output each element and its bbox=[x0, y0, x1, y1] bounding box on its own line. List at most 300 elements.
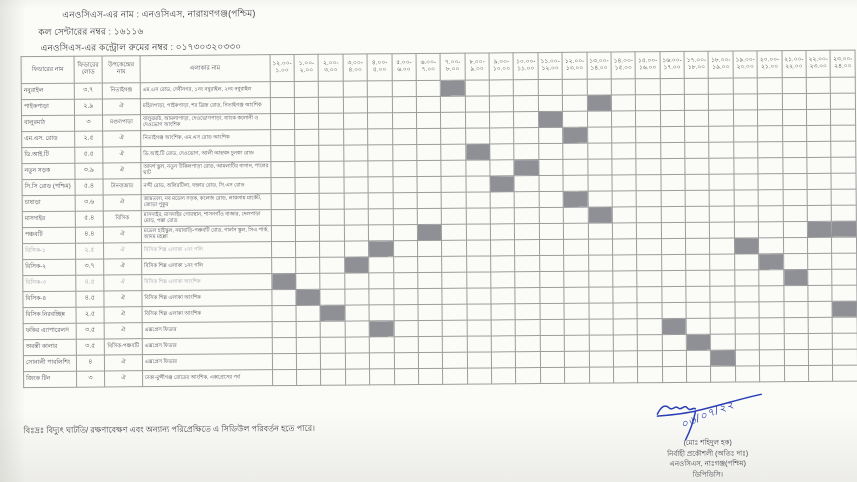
shed-hour-cell bbox=[563, 127, 587, 143]
area-names-cell: মহিলপাড়া, পাইকপাড়া, শর ব্রিজ রোড, নিতাইগঞ্জ আংশিক bbox=[140, 98, 270, 115]
slot-cell bbox=[588, 287, 612, 303]
shed-hour-cell bbox=[344, 257, 368, 273]
feeder-name-cell: বিসিক নিরবচ্ছিন্ন bbox=[23, 307, 76, 323]
slot-cell bbox=[319, 129, 343, 145]
slot-cell bbox=[710, 206, 734, 222]
slot-cell bbox=[393, 289, 417, 305]
slot-cell bbox=[660, 126, 684, 142]
slot-cell bbox=[319, 145, 343, 161]
slot-cell bbox=[344, 161, 368, 177]
slot-cell bbox=[807, 125, 831, 141]
time-slot-header: ৪.০০- ৫.০০ bbox=[367, 54, 392, 81]
slot-cell bbox=[759, 238, 783, 254]
feeder-name-cell: জিংক টিন bbox=[24, 371, 77, 387]
slot-cell bbox=[758, 190, 782, 206]
slot-cell bbox=[759, 302, 783, 318]
slot-cell bbox=[637, 223, 661, 239]
slot-cell bbox=[418, 256, 442, 272]
slot-cell bbox=[565, 351, 589, 367]
slot-cell bbox=[758, 110, 782, 126]
column-header: ফিডারের লোড bbox=[74, 56, 102, 83]
time-slot-header: ২.০০- ৩.০০ bbox=[319, 54, 344, 81]
slot-cell bbox=[491, 352, 515, 368]
slot-cell bbox=[515, 256, 539, 272]
slot-cell bbox=[295, 129, 319, 145]
time-slot-header: ৫.০০- ৬.০০ bbox=[392, 54, 417, 81]
slot-cell bbox=[416, 80, 440, 96]
slot-cell bbox=[319, 177, 343, 193]
slot-cell bbox=[540, 335, 564, 351]
slot-cell bbox=[661, 206, 685, 222]
feeder-load-cell: ৪.৫ bbox=[76, 275, 104, 291]
slot-cell bbox=[735, 366, 759, 382]
slot-cell bbox=[831, 125, 856, 141]
column-header: ফিডারের নাম bbox=[21, 56, 74, 83]
slot-cell bbox=[491, 336, 515, 352]
slot-cell bbox=[806, 77, 830, 93]
feeder-load-cell: ৪.৪ bbox=[75, 227, 103, 243]
slot-cell bbox=[686, 286, 710, 302]
area-names-cell: মাসদাইর, মাসদাইর গোরস্থান, শাসনগাঁও বাজার, দেলপাড়া মোড়, পক্কা রোড bbox=[141, 210, 271, 227]
slot-cell bbox=[345, 369, 369, 385]
slot-cell bbox=[297, 369, 321, 385]
slot-cell bbox=[515, 240, 539, 256]
slot-cell bbox=[418, 320, 442, 336]
slot-cell bbox=[368, 193, 392, 209]
feeder-name-cell: সোনালী পাবলিশিং bbox=[23, 355, 76, 371]
feeder-load-cell: ৩.৫ bbox=[76, 339, 104, 355]
slot-cell bbox=[806, 109, 830, 125]
slot-cell bbox=[490, 208, 514, 224]
slot-cell bbox=[759, 286, 783, 302]
slot-cell bbox=[734, 142, 758, 158]
slot-cell bbox=[295, 177, 319, 193]
feeder-load-cell: ৩.৭ bbox=[76, 259, 104, 275]
slot-cell bbox=[516, 352, 540, 368]
slot-cell bbox=[662, 366, 686, 382]
slot-cell bbox=[394, 369, 418, 385]
slot-cell bbox=[831, 77, 856, 93]
slot-cell bbox=[612, 223, 636, 239]
slot-cell bbox=[345, 273, 369, 289]
slot-cell bbox=[784, 349, 808, 365]
slot-cell bbox=[344, 225, 368, 241]
slot-cell bbox=[539, 223, 563, 239]
slot-cell bbox=[393, 177, 417, 193]
slot-cell bbox=[833, 365, 857, 381]
slot-cell bbox=[831, 109, 856, 125]
slot-cell bbox=[807, 157, 831, 173]
slot-cell bbox=[296, 273, 320, 289]
slot-cell bbox=[272, 337, 296, 353]
slot-cell bbox=[735, 286, 759, 302]
slot-cell bbox=[709, 174, 733, 190]
slot-cell bbox=[759, 334, 783, 350]
shed-hour-cell bbox=[514, 160, 538, 176]
slot-cell bbox=[296, 337, 320, 353]
slot-cell bbox=[321, 353, 345, 369]
slot-cell bbox=[831, 189, 856, 205]
slot-cell bbox=[442, 256, 466, 272]
slot-cell bbox=[563, 95, 587, 111]
slot-cell bbox=[368, 209, 392, 225]
feeder-load-cell: ৩.৫ bbox=[76, 323, 104, 339]
slot-cell bbox=[660, 78, 684, 94]
shed-hour-cell bbox=[807, 221, 831, 237]
slot-cell bbox=[343, 129, 367, 145]
shed-hour-cell bbox=[563, 191, 587, 207]
time-slot-header: ৬.০০- ৭.০০ bbox=[416, 53, 441, 80]
slot-cell bbox=[296, 305, 320, 321]
slot-cell bbox=[783, 173, 807, 189]
slot-cell bbox=[368, 177, 392, 193]
slot-cell bbox=[441, 96, 465, 112]
slot-cell bbox=[491, 304, 515, 320]
substation-name-cell: ঐ bbox=[103, 147, 141, 163]
slot-cell bbox=[613, 303, 637, 319]
slot-cell bbox=[514, 96, 538, 112]
slot-cell bbox=[368, 161, 392, 177]
slot-cell bbox=[808, 253, 832, 269]
time-slot-header: ১৫.০০- ১৬.০০ bbox=[635, 52, 660, 79]
slot-cell bbox=[465, 112, 489, 128]
slot-cell bbox=[710, 222, 734, 238]
slot-cell bbox=[514, 80, 538, 96]
slot-cell bbox=[370, 369, 394, 385]
slot-cell bbox=[465, 80, 489, 96]
slot-cell bbox=[612, 207, 636, 223]
substation-name-cell: ঐ bbox=[104, 291, 142, 307]
slot-cell bbox=[296, 353, 320, 369]
slot-cell bbox=[686, 238, 710, 254]
slot-cell bbox=[636, 95, 660, 111]
slot-cell bbox=[441, 160, 465, 176]
slot-cell bbox=[733, 94, 757, 110]
shed-hour-cell bbox=[783, 269, 807, 285]
time-slot-header: ১৮.০০- ১৯.০০ bbox=[709, 51, 734, 78]
slot-cell bbox=[515, 224, 539, 240]
slot-cell bbox=[442, 224, 466, 240]
slot-cell bbox=[271, 177, 295, 193]
substation-name-cell: ঐ bbox=[103, 131, 141, 147]
slot-cell bbox=[539, 191, 563, 207]
slot-cell bbox=[270, 145, 294, 161]
slot-cell bbox=[807, 141, 831, 157]
schedule-table bbox=[21, 50, 857, 389]
slot-cell bbox=[394, 305, 418, 321]
area-names-cell: জামতলা, নব মডেল সড়ক, কলেজ রোড, লাকসাম মার্কেট, জোড়া পুকুর bbox=[141, 194, 271, 211]
slot-cell bbox=[443, 368, 467, 384]
slot-cell bbox=[515, 208, 539, 224]
slot-cell bbox=[710, 254, 734, 270]
slot-cell bbox=[806, 93, 830, 109]
slot-cell bbox=[368, 113, 392, 129]
slot-cell bbox=[562, 79, 586, 95]
time-slot-header: ২২.০০- ২৩.০০ bbox=[806, 50, 831, 77]
slot-cell bbox=[661, 174, 685, 190]
slot-cell bbox=[662, 302, 686, 318]
slot-cell bbox=[272, 353, 296, 369]
slot-cell bbox=[319, 97, 343, 113]
slot-cell bbox=[369, 289, 393, 305]
slot-cell bbox=[443, 352, 467, 368]
slot-cell bbox=[369, 225, 393, 241]
feeder-name-cell: বিসিক-৩ bbox=[23, 275, 76, 291]
substation-name-cell: টানবাজার bbox=[103, 179, 141, 195]
slot-cell bbox=[540, 271, 564, 287]
slot-cell bbox=[783, 189, 807, 205]
feeder-load-cell: ২.৫ bbox=[75, 243, 103, 259]
slot-cell bbox=[611, 79, 635, 95]
column-header: এলাকার নাম bbox=[140, 55, 270, 83]
substation-name-cell: ঐ bbox=[104, 259, 142, 275]
slot-cell bbox=[515, 272, 539, 288]
shed-hour-cell bbox=[686, 334, 710, 350]
slot-cell bbox=[613, 367, 637, 383]
slot-cell bbox=[564, 335, 588, 351]
area-names-cell: এক্সপ্রেস ফিডার bbox=[142, 354, 272, 371]
slot-cell bbox=[589, 351, 613, 367]
slot-cell bbox=[516, 320, 540, 336]
slot-cell bbox=[514, 176, 538, 192]
slot-cell bbox=[709, 158, 733, 174]
slot-cell bbox=[467, 304, 491, 320]
slot-cell bbox=[490, 144, 514, 160]
slot-cell bbox=[465, 128, 489, 144]
slot-cell bbox=[490, 160, 514, 176]
slot-cell bbox=[441, 176, 465, 192]
slot-cell bbox=[711, 318, 735, 334]
slot-cell bbox=[589, 335, 613, 351]
slot-cell bbox=[686, 254, 710, 270]
slot-cell bbox=[467, 368, 491, 384]
slot-cell bbox=[270, 97, 294, 113]
substation-name-cell: বিসিক bbox=[103, 211, 141, 227]
slot-cell bbox=[612, 175, 636, 191]
substation-name-cell: ঐ bbox=[103, 163, 141, 179]
slot-cell bbox=[418, 336, 442, 352]
shed-hour-cell bbox=[369, 321, 393, 337]
slot-cell bbox=[271, 161, 295, 177]
slot-cell bbox=[636, 143, 660, 159]
slot-cell bbox=[710, 270, 734, 286]
slot-cell bbox=[466, 224, 490, 240]
slot-cell bbox=[540, 319, 564, 335]
slot-cell bbox=[588, 175, 612, 191]
slot-cell bbox=[418, 352, 442, 368]
slot-cell bbox=[782, 93, 806, 109]
slot-cell bbox=[588, 271, 612, 287]
column-header: উপকেন্দ্রের নাম bbox=[102, 56, 140, 83]
feeder-load-cell: ৪.৫ bbox=[76, 291, 104, 307]
slot-cell bbox=[538, 95, 562, 111]
slot-cell bbox=[392, 129, 416, 145]
slot-cell bbox=[807, 237, 831, 253]
slot-cell bbox=[588, 239, 612, 255]
area-names-cell: নন্দী রোড, অলিরটিলা, বক্তার রোড, সি.এস রোড bbox=[141, 178, 271, 195]
slot-cell bbox=[685, 190, 709, 206]
substation-name-cell: ঐ bbox=[102, 99, 140, 115]
slot-cell bbox=[636, 79, 660, 95]
slot-cell bbox=[294, 81, 318, 97]
slot-cell bbox=[637, 255, 661, 271]
slot-cell bbox=[832, 253, 857, 269]
slot-cell bbox=[540, 303, 564, 319]
handwritten-date: ০৬/০৭/২২ bbox=[679, 398, 737, 432]
slot-cell bbox=[320, 193, 344, 209]
slot-cell bbox=[808, 365, 832, 381]
slot-cell bbox=[613, 287, 637, 303]
slot-cell bbox=[613, 255, 637, 271]
slot-cell bbox=[295, 209, 319, 225]
shed-hour-cell bbox=[832, 301, 857, 317]
slot-cell bbox=[807, 205, 831, 221]
slot-cell bbox=[735, 302, 759, 318]
time-slot-header: ৭.০০- ৮.০০ bbox=[440, 53, 465, 80]
area-names-cell: বিসিক শিল্প এলাকা ২নং গলি bbox=[141, 242, 271, 259]
slot-cell bbox=[710, 286, 734, 302]
slot-cell bbox=[344, 193, 368, 209]
slot-cell bbox=[489, 80, 513, 96]
slot-cell bbox=[636, 175, 660, 191]
signatory-company: ডিপিডিসি। bbox=[692, 471, 723, 479]
slot-cell bbox=[782, 141, 806, 157]
slot-cell bbox=[734, 190, 758, 206]
slot-cell bbox=[637, 271, 661, 287]
slot-cell bbox=[784, 317, 808, 333]
feeder-name-cell: সি.সি রোড (পশ্চিম) bbox=[22, 179, 75, 195]
slot-cell bbox=[466, 160, 490, 176]
slot-cell bbox=[564, 239, 588, 255]
area-names-cell: বিসিক শিল্প এলাকা আংশিক bbox=[142, 306, 272, 323]
slot-cell bbox=[271, 241, 295, 257]
shed-hour-cell bbox=[832, 221, 857, 237]
slot-cell bbox=[807, 189, 831, 205]
shed-hour-cell bbox=[490, 176, 514, 192]
slot-cell bbox=[784, 301, 808, 317]
slot-cell bbox=[417, 160, 441, 176]
slot-cell bbox=[515, 192, 539, 208]
slot-cell bbox=[758, 94, 782, 110]
area-names-cell: ডি.আই.টি রোড, দেওভোগ, আলী আহম্মদ চুনকা রোড bbox=[141, 146, 271, 163]
time-slot-header: ১৭.০০- ১৮.০০ bbox=[684, 51, 709, 78]
slot-cell bbox=[759, 270, 783, 286]
slot-cell bbox=[733, 126, 757, 142]
slot-cell bbox=[638, 367, 662, 383]
time-slot-header: ৯.০০- ১০.০০ bbox=[489, 53, 514, 80]
slot-cell bbox=[832, 285, 857, 301]
slot-cell bbox=[490, 128, 514, 144]
slot-cell bbox=[832, 317, 857, 333]
slot-cell bbox=[637, 207, 661, 223]
slot-cell bbox=[832, 205, 857, 221]
nocs-name-line: এনওসিএস-এর নাম : এনওসিএস, নারায়ণগঞ্জ(পশ্চিম) bbox=[62, 8, 256, 20]
feeder-name-cell: বিসিক-৪ bbox=[23, 291, 76, 307]
slot-cell bbox=[711, 334, 735, 350]
slot-cell bbox=[295, 113, 319, 129]
slot-cell bbox=[710, 190, 734, 206]
slot-cell bbox=[345, 337, 369, 353]
slot-cell bbox=[442, 320, 466, 336]
slot-cell bbox=[661, 190, 685, 206]
slot-cell bbox=[808, 317, 832, 333]
slot-cell bbox=[638, 335, 662, 351]
slot-cell bbox=[637, 287, 661, 303]
area-names-cell: বিসিক শিল্প এলাকা আংশিক bbox=[142, 274, 272, 291]
signatory-org: এনওসিএস, নাঃগঞ্জ(পশ্চিম) bbox=[669, 460, 747, 469]
slot-cell bbox=[613, 271, 637, 287]
slot-cell bbox=[394, 321, 418, 337]
slot-cell bbox=[833, 349, 857, 365]
slot-cell bbox=[345, 321, 369, 337]
feeder-name-cell: ফকির এ্যাপারেলস bbox=[23, 323, 76, 339]
shed-hour-cell bbox=[662, 318, 686, 334]
slot-cell bbox=[392, 161, 416, 177]
slot-cell bbox=[442, 208, 466, 224]
slot-cell bbox=[685, 206, 709, 222]
slot-cell bbox=[660, 110, 684, 126]
slot-cell bbox=[587, 111, 611, 127]
substation-name-cell: মণ্ডলপাড়া bbox=[102, 115, 140, 131]
area-names-cell: ঢাকা-মুন্সীগঞ্জ রোডের আংশিক, এক্সপ্রেসের পর্ব bbox=[142, 370, 272, 387]
feeder-load-cell: ৩ bbox=[74, 115, 102, 131]
slot-cell bbox=[611, 95, 635, 111]
feeder-name-cell: অবন্তী কালার bbox=[23, 339, 76, 355]
feeder-name-cell: নতুন সড়ক bbox=[22, 163, 75, 179]
slot-cell bbox=[831, 93, 856, 109]
slot-cell bbox=[321, 369, 345, 385]
slot-cell bbox=[637, 303, 661, 319]
slot-cell bbox=[808, 285, 832, 301]
shed-hour-cell bbox=[369, 241, 393, 257]
footnote: বিঃদ্রঃ বিদ্যুৎ ঘাটতি/ রক্ষণাবেক্ষণ এবং অন্যান্য পরিপ্রেক্ষিতে এ সিডিউল পরিবর্তন হতে পারে। bbox=[23, 423, 315, 436]
time-slot-header: ১৬.০০- ১৭.০০ bbox=[660, 51, 685, 78]
slot-cell bbox=[661, 254, 685, 270]
slot-cell bbox=[368, 97, 392, 113]
signatory-name: (মোঃ শহিদুল হক) bbox=[683, 439, 732, 447]
slot-cell bbox=[588, 255, 612, 271]
shed-hour-cell bbox=[417, 224, 441, 240]
slot-cell bbox=[516, 368, 540, 384]
slot-cell bbox=[538, 79, 562, 95]
slot-cell bbox=[662, 334, 686, 350]
slot-cell bbox=[612, 191, 636, 207]
slot-cell bbox=[783, 237, 807, 253]
slot-cell bbox=[392, 145, 416, 161]
slot-cell bbox=[686, 270, 710, 286]
feeder-name-cell: ডি.আই.টি bbox=[22, 147, 75, 163]
slot-cell bbox=[344, 209, 368, 225]
slot-cell bbox=[467, 336, 491, 352]
slot-cell bbox=[466, 272, 490, 288]
slot-cell bbox=[758, 142, 782, 158]
slot-cell bbox=[319, 81, 343, 97]
time-slot-header: ২০.০০- ২১.০০ bbox=[757, 51, 782, 78]
slot-cell bbox=[539, 143, 563, 159]
slot-cell bbox=[540, 367, 564, 383]
feeder-load-cell: ৩.৯ bbox=[75, 163, 103, 179]
slot-cell bbox=[320, 209, 344, 225]
signatory-title: নির্বাহী প্রকৌশলী (অতিঃ দাঃ) bbox=[667, 449, 749, 458]
area-names-cell: বালুরমাঠ, আমলাপাড়া, দেওভোগপাড়া, ব্যাংক কলোনী ও দেওভোগ আংশিক bbox=[140, 114, 270, 131]
slot-cell bbox=[808, 349, 832, 365]
substation-name-cell: ঐ bbox=[104, 371, 142, 387]
slot-cell bbox=[758, 174, 782, 190]
slot-cell bbox=[466, 256, 490, 272]
slot-cell bbox=[661, 238, 685, 254]
slot-cell bbox=[734, 158, 758, 174]
slot-cell bbox=[709, 110, 733, 126]
